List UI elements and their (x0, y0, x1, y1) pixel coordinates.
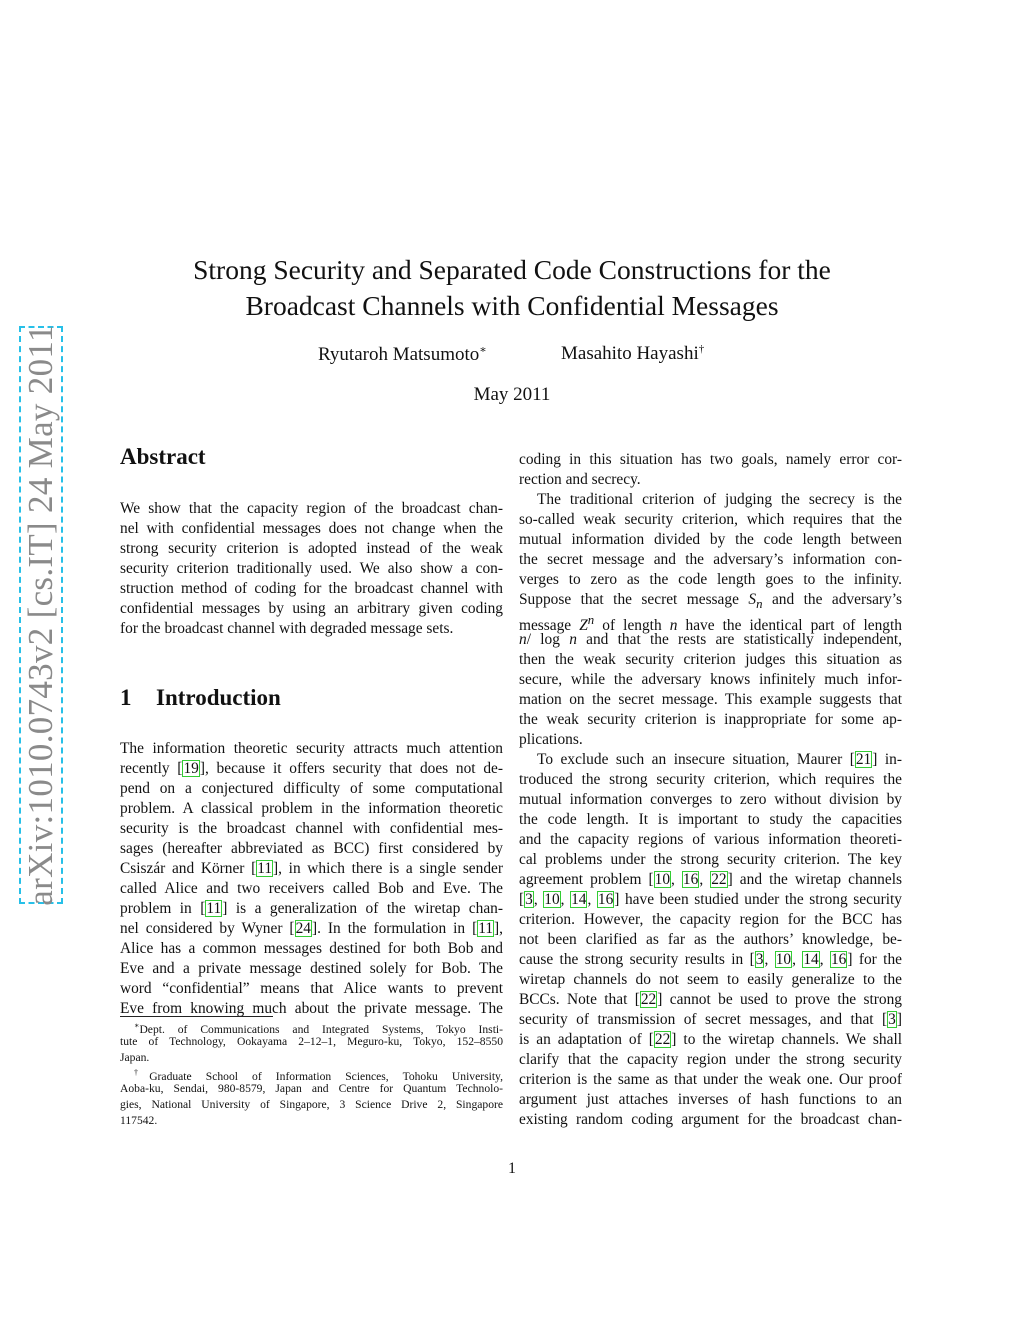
citation-link[interactable]: 3 (755, 951, 764, 968)
introduction-paragraph: The traditional criterion of judging the secrecy is the so-called weak security criterion, which requires that the mutual information divided by the code length between the secret message and the adversary’s information con- verges to zero as the code length goes to the infinity. Suppose that the secret message $S_n$ and the adversary’s message $Z^n$ of length n have the identical part of length n/ log n and that the rests are statistically independent, then the weak security criterion judges this situation as secure, while the adversary knows infinitely much infor- mation on the secret message. This example suggests that the weak security criterion is inappropriate for some ap- plications. (519, 491, 903, 748)
footnote-mark: † (698, 343, 705, 355)
footnote-mark: ∗ (134, 1021, 140, 1030)
page-number: 1 (508, 1160, 516, 1177)
citation-link[interactable]: 10 (544, 891, 560, 908)
author-name: Masahito Hayashi† (561, 343, 705, 364)
citation-link[interactable]: 19 (183, 760, 199, 777)
title-line: Broadcast Channels with Confidential Messages (245, 290, 779, 321)
footnote: ∗Dept. of Communications and Integrated Systems, Tokyo Insti- tute of Technology, Ookayama 2–12–1, Meguro-ku, Tokyo, 152–8550 Japan. (120, 1021, 503, 1064)
abstract-heading: Abstract (120, 444, 206, 469)
footnote: †Graduate School of Information Sciences, Tohoku University, Aoba-ku, Sendai, 980-8579, Japan and Centre for Quantum Technolo- gies, National University of Singapore, 3 Science Drive 2, Singapore 117542. (120, 1068, 503, 1127)
introduction-paragraph: coding in this situation has two goals, namely error cor- rection and secrecy. (519, 451, 902, 488)
arxiv-identifier-stamp (19, 326, 63, 904)
citation-link[interactable]: 14 (803, 951, 819, 968)
citation-link[interactable]: 21 (855, 751, 872, 768)
citation-link[interactable]: 16 (682, 871, 699, 888)
citation-link[interactable]: 16 (597, 891, 614, 908)
citation-link[interactable]: 14 (571, 891, 587, 908)
footnote-divider (120, 1016, 273, 1017)
citation-link[interactable]: 10 (775, 951, 792, 968)
citation-link[interactable]: 11 (257, 860, 273, 877)
footnote-mark: † (134, 1068, 150, 1078)
citation-link[interactable]: 3 (888, 1011, 896, 1028)
left-column (120, 440, 503, 1019)
section-number: 1 (120, 685, 132, 710)
math-symbol: n (519, 631, 527, 648)
math-symbol: S (748, 591, 757, 608)
math-symbol: Z (579, 617, 588, 635)
citation-link[interactable]: 22 (640, 991, 657, 1008)
author-list (0, 343, 1024, 373)
arxiv-identifier-text: arXiv:1010.0743v2 [cs.IT] 24 May 2011 (21, 324, 60, 906)
section-title: Introduction (156, 685, 281, 710)
footnote-mark: ∗ (479, 344, 487, 356)
citation-link[interactable]: 11 (478, 920, 494, 937)
author-name: Ryutaroh Matsumoto∗ (318, 344, 487, 365)
footnotes (120, 1018, 503, 1129)
citation-link[interactable]: 24 (295, 920, 311, 937)
section-heading (120, 681, 503, 715)
paper-title (100, 252, 924, 324)
introduction-paragraph: To exclude such an insecure situation, Maurer [21] in- troduced the strong security criterion, which requires the mutual information converges to zero without division by the code length. It is important to study the capacities and the capacity regions of various information theoreti- cal problems under the strong security criterion. The key agreement problem [10, 16, 22] and the wiretap channels [3, 10, 14, 16] have been studied under the strong security criterion. However, the capacity region for the BCC has not been clarified as far as the authors’ knowledge, be- cause the strong security results in [3, 10, 14, 16] for the wiretap channels do not seem to easily generalize to the BCCs. Note that [22] cannot be used to prove the strong security of transmission of secret messages, and that [3] is an adaptation of [22] to the wiretap channels. We shall clarify that the capacity region under the strong security criterion is the same as that under the weak one. Our proof argument just attaches inverses of hash functions to an existing random coding argument for the broadcast chan- (519, 751, 902, 1128)
right-column (519, 450, 902, 1130)
title-line: Strong Security and Separated Code Constructions for the (193, 254, 831, 285)
citation-link[interactable]: 22 (654, 1031, 671, 1048)
abstract-body: We show that the capacity region of the broadcast chan- nel with confidential messages does not change when the strong security criterion is adopted instead of the weak security criterion traditionally used. We also show a con- struction method of coding for the broadcast channel with confidential messages by using an arbitrary given coding for the broadcast channel with degraded message sets. (120, 500, 503, 637)
citation-link[interactable]: 3 (525, 891, 533, 908)
citation-link[interactable]: 16 (830, 951, 847, 968)
citation-link[interactable]: 10 (654, 871, 671, 888)
introduction-paragraph: The information theoretic security attracts much attention recently [19], because it offers security that does not de- pend on a conjectured difficulty of some computational problem. A classical problem in the information theoretic security is the broadcast channel with confidential mes- sages (hereafter abbreviated as BCC) first considered by Csiszár and Körner [11], in which there is a single sender called Alice and two receivers called Bob and Eve. The problem in [11] is a generalization of the wiretap chan- nel considered by Wyner [24]. In the formulation in [11], Alice has a common messages destined for both Bob and Eve and a private message destined solely for Bob. The word “confidential” means that Alice wants to prevent Eve from knowing much about the private message. The (120, 740, 504, 1017)
citation-link[interactable]: 22 (711, 871, 727, 888)
citation-link[interactable]: 11 (206, 900, 222, 917)
paper-date: May 2011 (473, 384, 551, 405)
